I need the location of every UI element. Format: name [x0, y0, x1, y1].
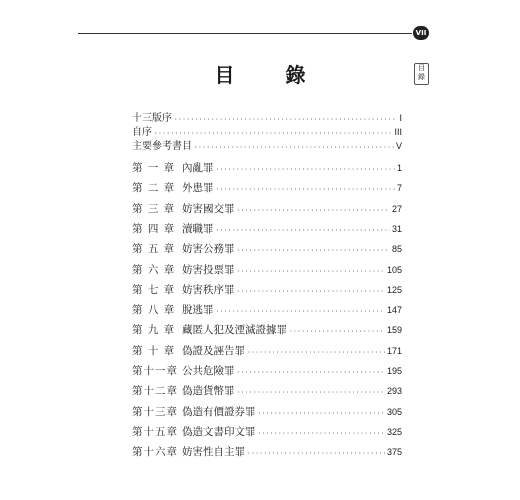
chapter-entry[interactable]	[132, 282, 402, 297]
header-rule	[78, 33, 412, 34]
toc-entry-label: 自序	[132, 127, 152, 138]
chapter-number: 第十二章	[132, 385, 178, 397]
chapter-page: 85	[391, 244, 402, 254]
side-tab-char: 目	[418, 64, 425, 72]
chapter-page: 31	[391, 224, 402, 234]
chapter-title: 脫逃罪	[182, 304, 214, 316]
chapter-page: 293	[386, 386, 402, 396]
chapter-number: 第 五 章	[132, 243, 176, 255]
chapter-page: 125	[386, 285, 402, 295]
leader-dots	[258, 410, 385, 417]
page-marker-badge: VII	[413, 26, 429, 40]
chapter-page: 159	[386, 325, 402, 335]
toc-entry[interactable]	[132, 123, 402, 138]
leader-dots	[258, 430, 385, 437]
chapter-title: 內亂罪	[182, 162, 214, 174]
page-title: 目 錄	[214, 63, 328, 87]
leader-dots	[216, 308, 385, 315]
chapter-number: 第 十 章	[132, 345, 176, 357]
chapter-entry[interactable]	[132, 160, 402, 175]
chapter-page: 305	[386, 407, 402, 417]
chapter-page: 1	[396, 163, 402, 173]
leader-dots	[237, 207, 390, 214]
toc-entry[interactable]	[132, 109, 402, 124]
chapter-title: 偽證及誣告罪	[182, 345, 245, 357]
chapter-page: 147	[386, 305, 402, 315]
chapter-title: 妨害公務罪	[182, 243, 235, 255]
chapter-number: 第十六章	[132, 446, 178, 458]
chapter-number: 第 四 章	[132, 223, 176, 235]
toc-entry-page: V	[395, 141, 402, 151]
chapter-entry[interactable]	[132, 322, 402, 337]
chapter-number: 第 二 章	[132, 182, 176, 194]
chapter-number: 第 九 章	[132, 324, 176, 336]
toc-entry-page: III	[394, 127, 402, 137]
chapter-number: 第 八 章	[132, 304, 176, 316]
chapter-title: 妨害秩序罪	[182, 284, 235, 296]
chapter-number: 第 七 章	[132, 284, 176, 296]
chapter-number: 第十三章	[132, 406, 178, 418]
chapter-number: 第十五章	[132, 426, 178, 438]
leader-dots	[247, 349, 385, 356]
leader-dots	[237, 369, 385, 376]
toc-entry-page: I	[399, 113, 402, 123]
chapter-entry[interactable]	[132, 262, 402, 277]
leader-dots	[154, 130, 392, 137]
chapter-entry[interactable]	[132, 221, 402, 236]
toc-entry[interactable]	[132, 137, 402, 152]
chapter-entry[interactable]	[132, 424, 402, 439]
chapter-title: 藏匿人犯及湮滅證據罪	[182, 324, 287, 336]
leader-dots	[289, 328, 385, 335]
toc-entry-label: 主要參考書目	[132, 141, 192, 152]
chapter-entry[interactable]	[132, 383, 402, 398]
chapter-page: 27	[391, 204, 402, 214]
chapter-entry[interactable]	[132, 363, 402, 378]
leader-dots	[237, 268, 385, 275]
chapter-title: 妨害投票罪	[182, 264, 235, 276]
leader-dots	[194, 144, 394, 151]
chapter-entry[interactable]	[132, 302, 402, 317]
chapter-title: 偽造貨幣罪	[182, 385, 235, 397]
leader-dots	[216, 227, 390, 234]
chapter-entry[interactable]	[132, 241, 402, 256]
leader-dots	[174, 116, 397, 123]
chapter-entry[interactable]	[132, 201, 402, 216]
leader-dots	[247, 450, 385, 457]
chapter-entry[interactable]	[132, 180, 402, 195]
chapter-number: 第十一章	[132, 365, 178, 377]
toc-entry-label: 十三版序	[132, 113, 172, 124]
chapter-title: 偽造有價證券罪	[182, 406, 256, 418]
chapter-number: 第 三 章	[132, 203, 176, 215]
side-tab-char: 錄	[418, 73, 425, 81]
chapter-title: 妨害國交罪	[182, 203, 235, 215]
chapter-page: 171	[386, 346, 402, 356]
chapter-number: 第 六 章	[132, 264, 176, 276]
leader-dots	[216, 166, 395, 173]
chapter-page: 195	[386, 366, 402, 376]
chapter-title: 瀆職罪	[182, 223, 214, 235]
chapter-entry[interactable]	[132, 343, 402, 358]
chapter-page: 375	[386, 447, 402, 457]
leader-dots	[237, 247, 390, 254]
chapter-page: 105	[386, 265, 402, 275]
chapter-title: 公共危險罪	[182, 365, 235, 377]
chapter-page: 7	[396, 183, 402, 193]
chapter-number: 第 一 章	[132, 162, 176, 174]
chapter-title: 妨害性自主罪	[182, 446, 245, 458]
chapter-title: 外患罪	[182, 182, 214, 194]
chapter-page: 325	[386, 427, 402, 437]
leader-dots	[237, 288, 385, 295]
chapter-entry[interactable]	[132, 404, 402, 419]
leader-dots	[237, 389, 385, 396]
chapter-title: 偽造文書印文罪	[182, 426, 256, 438]
leader-dots	[216, 186, 395, 193]
chapter-entry[interactable]	[132, 444, 402, 459]
